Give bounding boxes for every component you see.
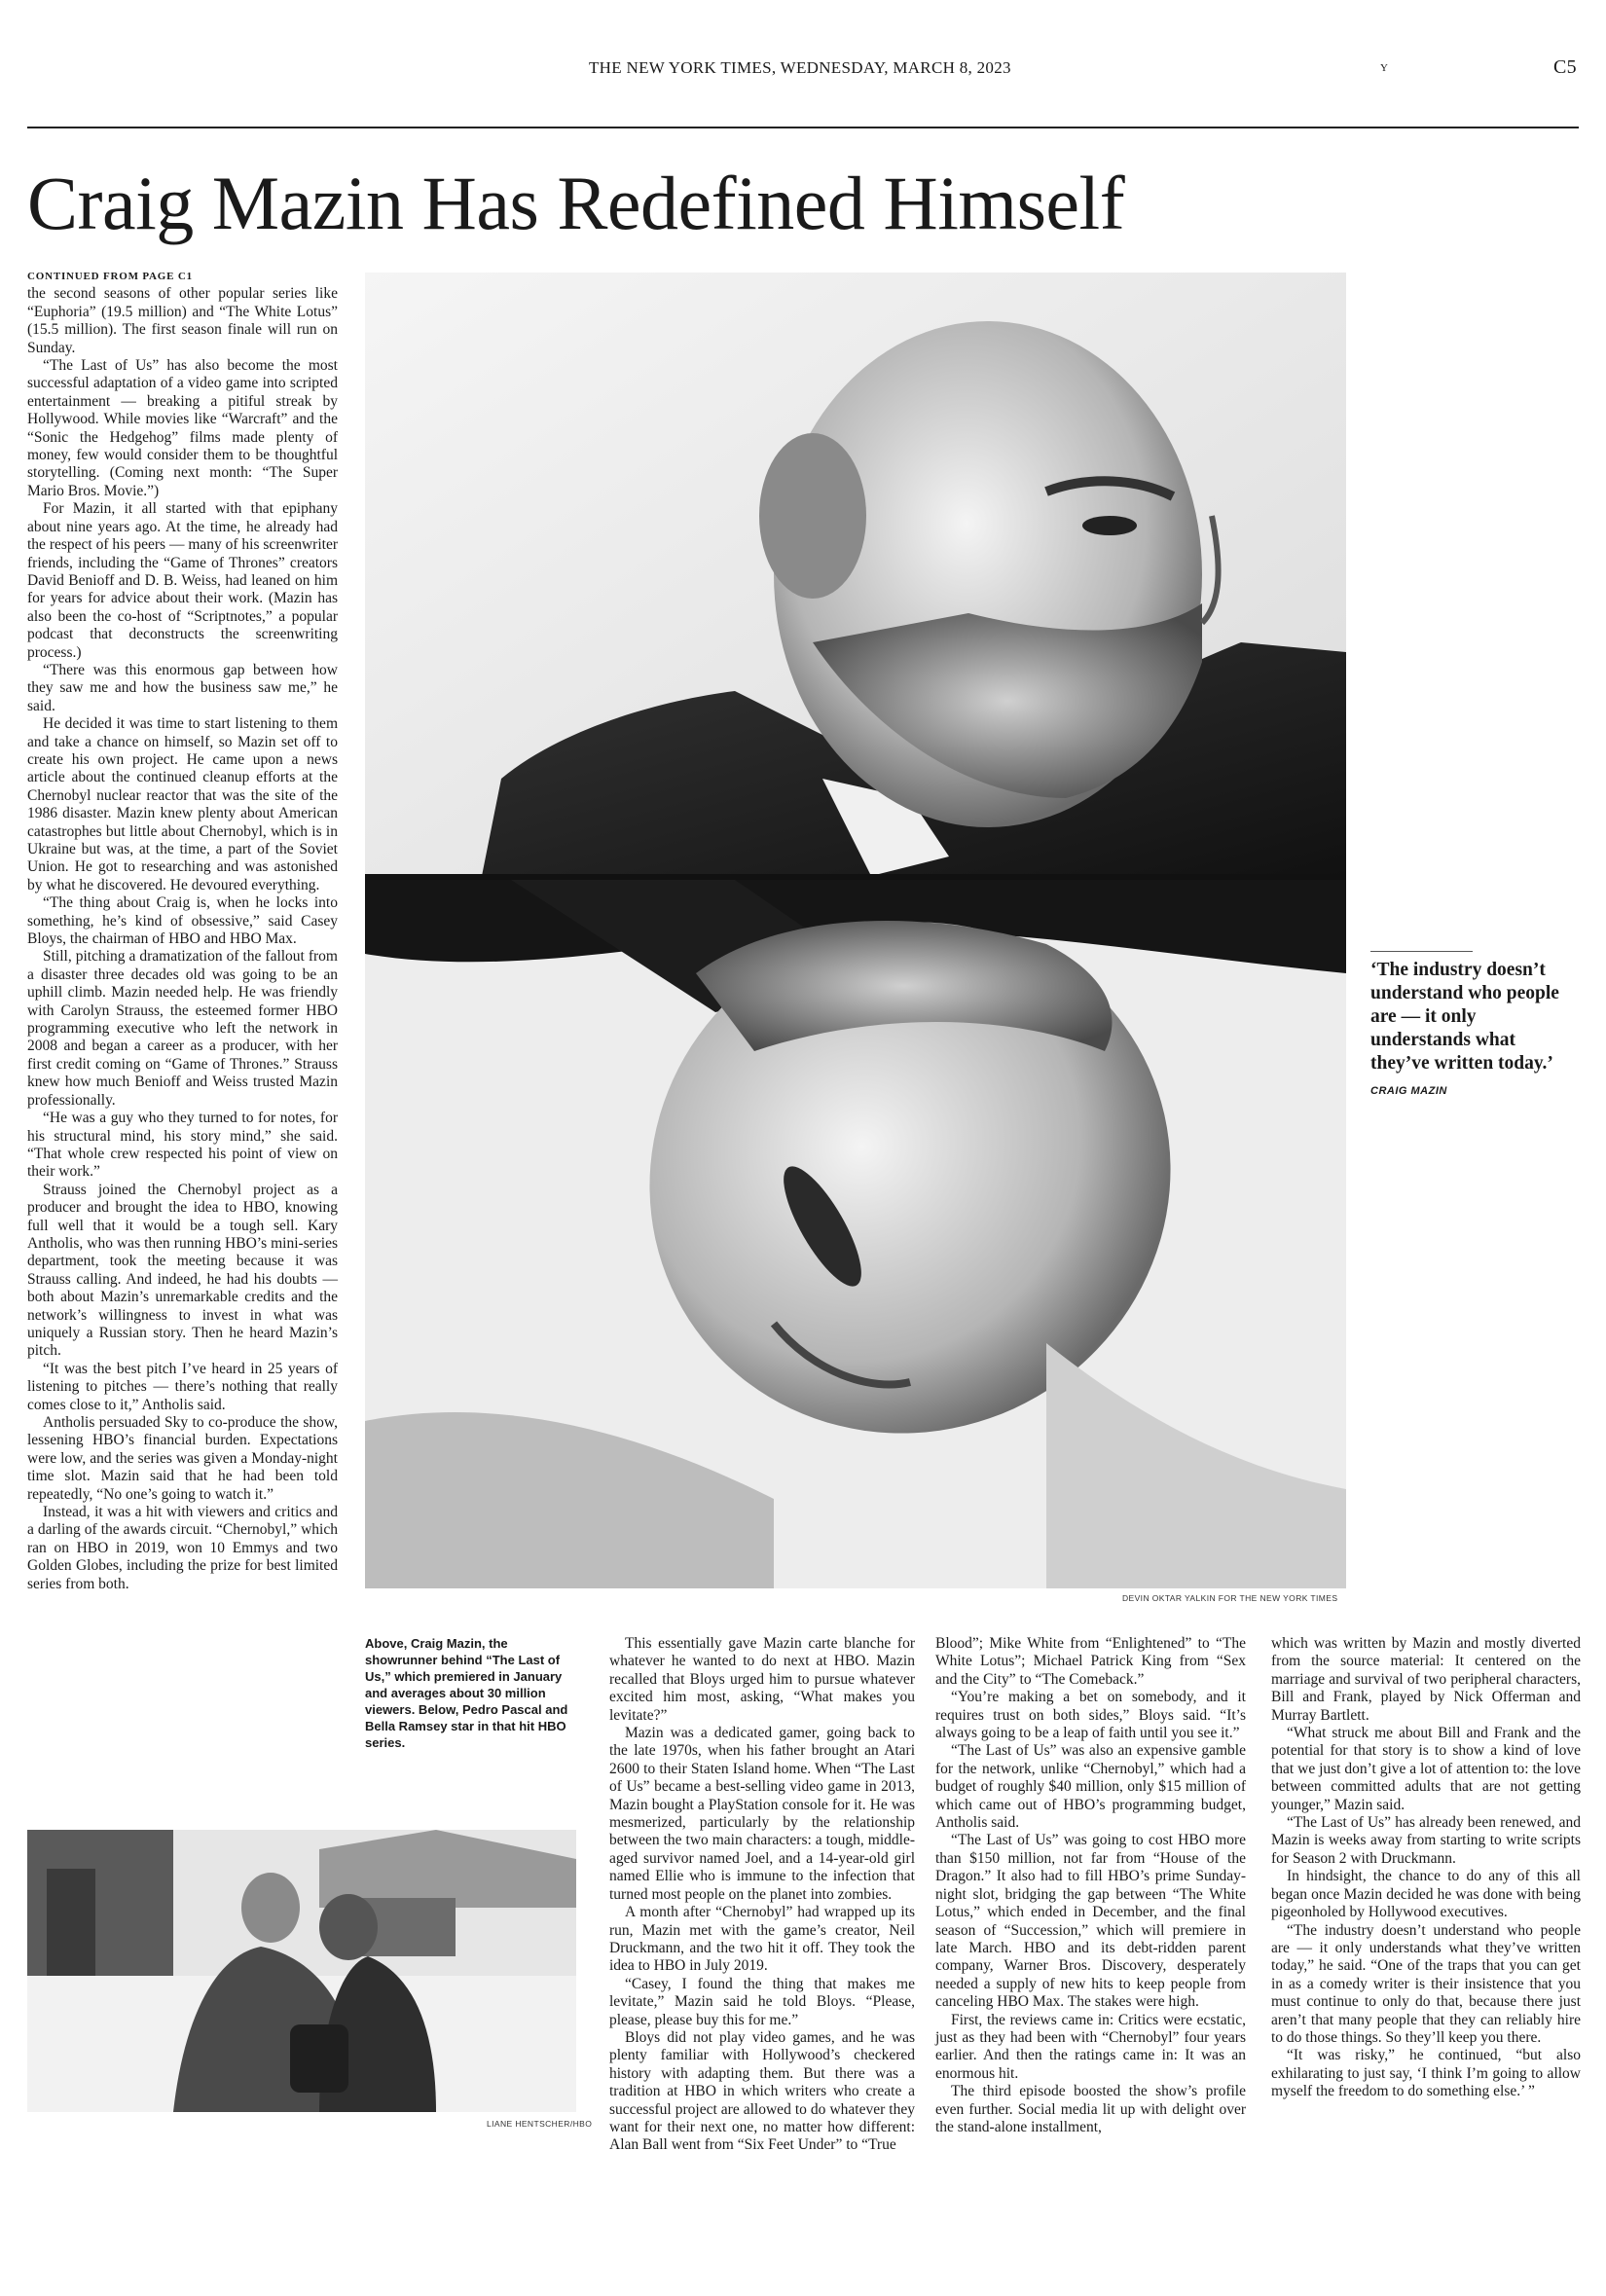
paragraph: which was written by Mazin and mostly diverted from the source material: It centered on the marriage and survival of two peripheral characters, Bill and Frank, played by Nick Offerman and Murray Bartlett. (1271, 1635, 1581, 1724)
main-photo-illustration (365, 273, 1346, 1588)
paragraph: In hindsight, the chance to do any of this all began once Mazin decided he was done with being pigeonholed by Hollywood executives. (1271, 1868, 1581, 1921)
paragraph: He decided it was time to start listening to them and take a chance on himself, so Mazin set off to create his own project. He came upon a news article about the continued cleanup efforts at the Chernobyl nuclear reactor that was the site of the 1986 disaster. Mazin knew plenty about American catastrophes but little about Chernobyl, which is in Ukraine but was, at the time, a part of the Soviet Union. He got to researching and was astonished by what he discovered. He devoured everything. (27, 715, 338, 893)
paragraph: Strauss joined the Chernobyl project as a producer and brought the idea to HBO, knowing full well that it would be a tough sell. Kary Antholis, who was then running HBO’s mini-series department, took the meeting because it was Strauss calling. And indeed, he had his doubts — both about Mazin’s unremarkable credits and the network’s willingness to invest in what was uniquely a Russian story. Then he heard Mazin’s pitch. (27, 1181, 338, 1360)
paragraph: “The Last of Us” has already been renewed, and Mazin is weeks away from starting to write scripts for Season 2 with Druckmann. (1271, 1814, 1581, 1867)
paragraph: “It was risky,” he continued, “but also exhilarating to just say, ‘I think I’m going to allow myself the freedom to do something else.’ ” (1271, 2047, 1581, 2100)
photo-caption: Above, Craig Mazin, the showrunner behind “The Last of Us,” which premiered in January and averages about 30 million viewers. Below, Pedro Pascal and Bella Ramsey star in that hit HBO series. (365, 1636, 568, 1750)
paragraph: Bloys did not play video games, and he was plenty familiar with Hollywood’s checkered history with adapting them. But there was a tradition at HBO in which writers who create a successful project are allowed to do whatever they want for their next one, no matter how different: Alan Ball went from “Six Feet Under” to “True (609, 2028, 915, 2154)
pull-quote (1370, 959, 1570, 1103)
paragraph: Still, pitching a dramatization of the fallout from a disaster three decades old was going to be an uphill climb. Mazin needed help. He was friendly with Carolyn Strauss, the esteemed former HBO programming executive who left the network in 2008 and began a career as a producer, with her first credit coming on “Game of Thrones.” Strauss knew how much Benioff and Weiss trusted Mazin professionally. (27, 948, 338, 1109)
paragraph: the second seasons of other popular series like “Euphoria” (19.5 million) and “The White Lotus” (15.5 million). The first season finale will run on Sunday. (27, 285, 338, 356)
paragraph: “It was the best pitch I’ve heard in 25 years of listening to pitches — there’s nothing that really comes close to it,” Antholis said. (27, 1360, 338, 1413)
paragraph: “The Last of Us” has also become the most successful adaptation of a video game into scripted entertainment — breaking a pitiful streak by Hollywood. While movies like “Warcraft” and the “Sonic the Hedgehog” films made plenty of money, few would consider them to be thoughtful storytelling. (Coming next month: “The Super Mario Bros. Movie.”) (27, 357, 338, 499)
folio-marker: Y (1380, 62, 1389, 74)
headline: Craig Mazin Has Redefined Himself (27, 161, 1125, 245)
column-2 (609, 1635, 915, 2155)
paragraph: First, the reviews came in: Critics were ecstatic, just as they had been with “Chernobyl” four years earlier. And then the ratings came in: It was an enormous hit. (935, 2011, 1246, 2082)
paragraph: Blood”; Mike White from “Enlightened” to “The White Lotus”; Michael Patrick King from “Sex and the City” to “The Comeback.” (935, 1635, 1246, 1688)
column-1 (27, 268, 338, 1593)
paragraph: Instead, it was a hit with viewers and critics and a darling of the awards circuit. “Chernobyl,” which ran on HBO in 2019, won 10 Emmys and two Golden Globes, including the prize for best limited series from both. (27, 1504, 338, 1592)
paragraph: “The industry doesn’t understand who people are — it only understands what they’ve written today,” he said. “One of the traps that you can get in as a comedy writer is their insistence that you must continue to only do that, because there just aren’t that many people that they can reliably hire to do those things. So they’ll keep you there. (1271, 1921, 1581, 2046)
paragraph: “What struck me about Bill and Frank and the potential for that story is to show a kind of love that we just don’t give a lot of attention to: the love between committed adults that are not getting younger,” Mazin said. (1271, 1725, 1581, 1813)
paragraph: “You’re making a bet on somebody, and it requires trust on both sides,” Bloys said. “It’s always going to be a leap of faith until you see it.” (935, 1689, 1246, 1742)
pull-quote-text: ‘The industry doesn’t understand who people are — it only understands what they’ve written today.’ (1370, 960, 1559, 1074)
paragraph: The third episode boosted the show’s profile even further. Social media lit up with delight over the stand-alone installment, (935, 2083, 1246, 2135)
column-4 (1271, 1635, 1581, 2101)
paragraph: For Mazin, it all started with that epiphany about nine years ago. At the time, he already had the respect of his peers — many of his screenwriter friends, including the “Game of Thrones” creators David Benioff and D. B. Weiss, had leaned on him for years for advice about their work. (Mazin has also been the co-host of “Scriptnotes,” a popular podcast that deconstructs the screenwriting process.) (27, 500, 338, 661)
paragraph: Mazin was a dedicated gamer, going back to the late 1970s, when his father brought an Atari 2600 to their Staten Island home. When “The Last of Us” became a best-selling video game in 2013, Mazin bought a PlayStation console for it. He was mesmerized, particularly by the relationship between the two main characters: a tough, middle-aged survivor named Joel, and a 14-year-old girl named Ellie who is immune to the infection that turned most people on the planet into zombies. (609, 1725, 915, 1903)
paragraph: “There was this enormous gap between how they saw me and how the business saw me,” he said. (27, 661, 338, 714)
paragraph: “Casey, I found the thing that makes me levitate,” Mazin said he told Bloys. “Please, please, please buy this for me.” (609, 1975, 915, 2028)
page-number: C5 (1553, 56, 1577, 78)
folio-masthead: THE NEW YORK TIMES, WEDNESDAY, MARCH 8, 2023 (589, 58, 1011, 77)
second-photo-illustration (27, 1830, 576, 2112)
main-photo-credit: DEVIN OKTAR YALKIN FOR THE NEW YORK TIMES (1122, 1593, 1338, 1603)
pull-quote-attribution: CRAIG MAZIN (1370, 1085, 1447, 1097)
paragraph: This essentially gave Mazin carte blanche for whatever he wanted to do next at HBO. Mazin recalled that Bloys urged him to pursue whatever excited him most, asking, “What makes you levitate?” (609, 1635, 915, 1724)
pullquote-rule (1370, 951, 1473, 952)
column-3 (935, 1635, 1246, 2136)
paragraph: Antholis persuaded Sky to co-produce the show, lessening HBO’s financial burden. Expectations were low, and the series was given a Monday-night time slot. Mazin said that he had been told repeatedly, “No one’s going to watch it.” (27, 1414, 338, 1503)
paragraph: “The Last of Us” was going to cost HBO more than $150 million, not far from “House of the Dragon.” It also had to fill HBO’s prime Sunday-night slot, bridging the gap between “The White Lotus,” which ended in December, and the final season of “Succession,” which will premiere in late March. HBO and its debt-ridden parent company, Warner Bros. Discovery, desperately needed a supply of new hits to keep people from canceling HBO Max. The stakes were high. (935, 1832, 1246, 2011)
main-photo (365, 273, 1346, 1588)
top-rule (27, 127, 1579, 128)
paragraph: “He was a guy who they turned to for notes, for his structural mind, his story mind,” she said. “That whole crew respected his point of view on their work.” (27, 1110, 338, 1181)
second-photo (27, 1830, 576, 2112)
jump-line: CONTINUED FROM PAGE C1 (27, 271, 193, 282)
paragraph: A month after “Chernobyl” had wrapped up its run, Mazin met with the game’s creator, Neil Druckmann, and the two hit it off. They took the idea to HBO in July 2019. (609, 1904, 915, 1975)
second-photo-credit: LIANE HENTSCHER/HBO (487, 2119, 593, 2129)
paragraph: “The thing about Craig is, when he locks into something, he’s kind of obsessive,” said Casey Bloys, the chairman of HBO and HBO Max. (27, 894, 338, 948)
paragraph: “The Last of Us” was also an expensive gamble for the network, unlike “Chernobyl,” which had a budget of roughly $40 million, only $15 million of which came out of HBO’s programming budget, Antholis said. (935, 1742, 1246, 1832)
